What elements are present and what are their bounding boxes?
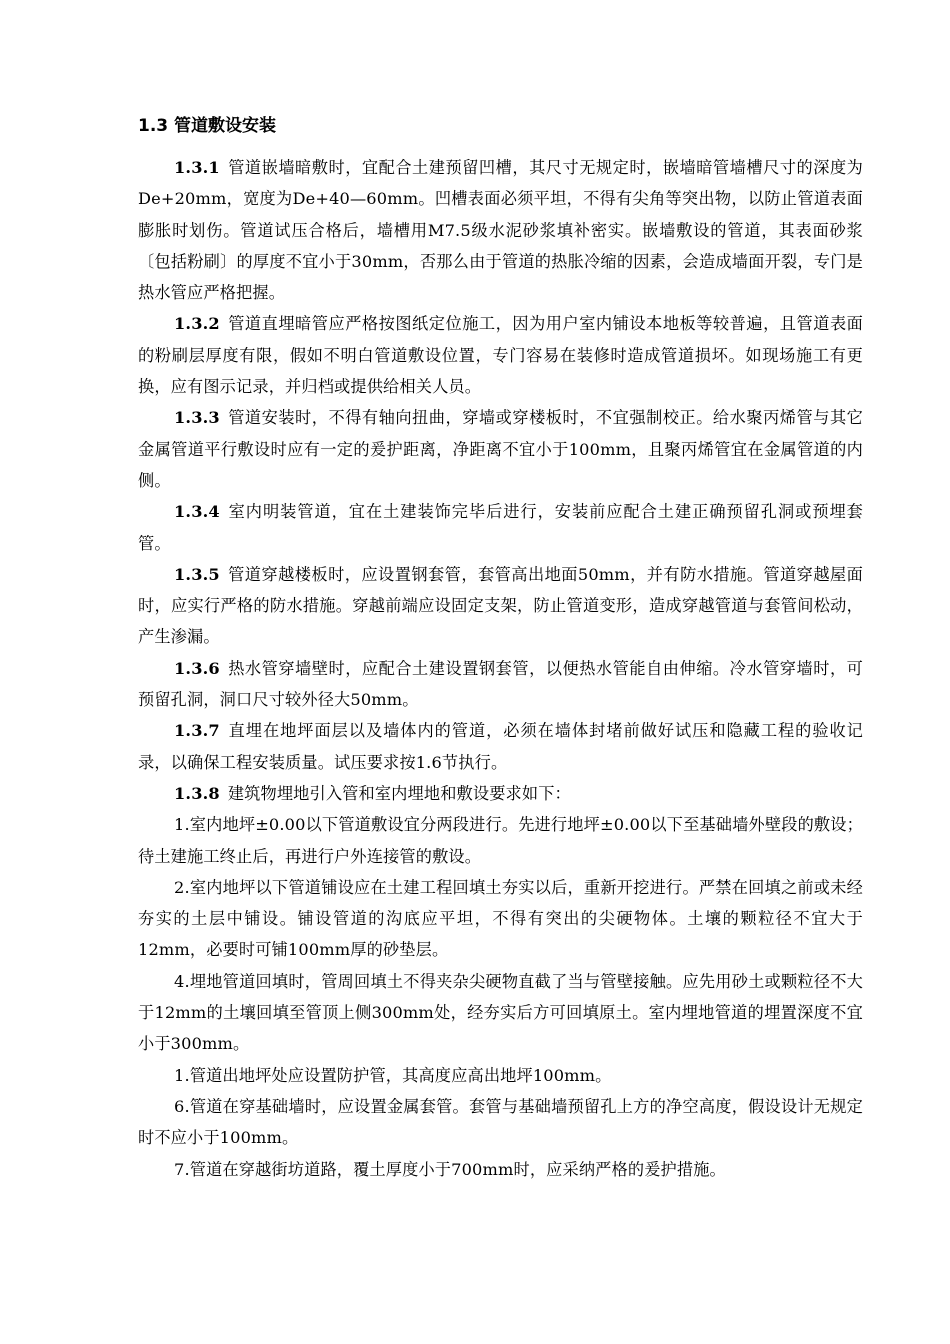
clause-text: 室内明装管道，宜在土建装饰完毕后进行，安装前应配合土建正确预留孔洞或预埋套管。: [138, 502, 863, 553]
paragraph-1-3-8: [138, 778, 863, 809]
paragraph-1-3-7: [138, 715, 863, 778]
list-item-2: [138, 872, 863, 966]
clause-text: 热水管穿墙壁时，应配合土建设置钢套管，以便热水管能自由伸缩。冷水管穿墙时，可预留孔洞，洞口尺寸较外径大50mm。: [138, 658, 863, 710]
document-body: [138, 112, 863, 1185]
list-item-text: 1.室内地坪±0.00以下管道敷设宜分两段进行。先进行地坪±0.00以下至基础墙外壁段的敷设；待土建施工终止后，再进行户外连接管的敷设。: [138, 815, 863, 866]
clause-number: 1.3.6: [174, 658, 220, 678]
clause-text: 直埋在地坪面层以及墙体内的管道，必须在墙体封堵前做好试压和隐藏工程的验收记录，以确保工程安装质量。试压要求按1.6节执行。: [138, 721, 863, 772]
list-item-text: 4.埋地管道回填时，管周回填土不得夹杂尖硬物直截了当与管壁接触。应先用砂土或颗粒径不大于12mm的土壤回填至管顶上侧300mm处，经夯实后方可回填原土。室内埋地管道的埋置深度不宜小于300mm。: [138, 971, 863, 1054]
clause-number: 1.3.8: [174, 783, 220, 803]
clause-text: 管道安装时，不得有轴向扭曲，穿墙或穿楼板时，不宜强制校正。给水聚丙烯管与其它金属管道平行敷设时应有一定的爰护距离，净距离不宜小于100mm，且聚丙烯管宜在金属管道的内侧。: [138, 408, 863, 490]
list-item-7: [138, 1154, 863, 1185]
clause-number: 1.3.3: [174, 408, 220, 428]
section-heading: 1.3 管道敷设安装: [138, 116, 277, 136]
clause-number: 1.3.5: [174, 564, 220, 584]
paragraph-1-3-3: [138, 402, 863, 496]
clause-number: 1.3.4: [174, 502, 220, 522]
clause-text: 管道嵌墙暗敷时，宜配合土建预留凹槽，其尺寸无规定时，嵌墙暗管墙槽尺寸的深度为De+20mm，宽度为De+40—60mm。凹槽表面必须平坦，不得有尖角等突出物，以防止管道表面膨胀时划伤。管道试压合格后，墙槽用M7.5级水泥砂浆填补密实。嵌墙敷设的管道，其表面砂浆〔包括粉刷〕的厚度不宜小于30mm，否那么由于管道的热胀冷缩的因素，会造成墙面开裂，专门是热水管应严格把握。: [138, 158, 863, 303]
clause-number: 1.3.1: [174, 158, 220, 177]
list-item-4: [138, 966, 863, 1060]
list-item-text: 1.管道出地坪处应设置防护管，其高度应高出地坪100mm。: [174, 1065, 612, 1085]
clause-text: 管道直埋暗管应严格按图纸定位施工，因为用户室内铺设本地板等较普遍，且管道表面的粉刷层厚度有限，假如不明白管道敷设位置，专门容易在装修时造成管道损坏。如现场施工有更换，应有图示记录，并归档或提供给相关人员。: [138, 314, 863, 397]
clause-number: 1.3.2: [174, 314, 220, 334]
list-item-6: [138, 1091, 863, 1154]
clause-text: 建筑物埋地引入管和室内埋地和敷设要求如下：: [227, 783, 571, 803]
list-item-text: 2.室内地坪以下管道铺设应在土建工程回填土夯实以后，重新开挖进行。严禁在回填之前或未经夯实的土层中铺设。铺设管道的沟底应平坦，不得有突出的尖硬物体。土壤的颗粒径不宜大于12mm，必要时可铺100mm厚的砂垫层。: [138, 877, 863, 960]
paragraph-1-3-5: [138, 559, 863, 653]
list-item-1b: [138, 1060, 863, 1091]
list-item-1: [138, 809, 863, 872]
list-item-text: 7.管道在穿越街坊道路，覆土厚度小于700mm时，应采纳严格的爰护措施。: [174, 1159, 726, 1179]
paragraph-1-3-6: [138, 653, 863, 716]
clause-text: 管道穿越楼板时，应设置钢套管，套管高出地面50mm，并有防水措施。管道穿越屋面时，应实行严格的防水措施。穿越前端应设固定支架，防止管道变形，造成穿越管道与套管间松动，产生渗漏。: [138, 564, 863, 647]
paragraph-1-3-2: [138, 308, 863, 402]
paragraph-1-3-4: [138, 496, 863, 559]
paragraph-1-3-1: [138, 152, 863, 308]
list-item-text: 6.管道在穿基础墙时，应设置金属套管。套管与基础墙预留孔上方的净空高度，假设设计无规定时不应小于100mm。: [138, 1096, 863, 1148]
clause-number: 1.3.7: [174, 721, 220, 741]
